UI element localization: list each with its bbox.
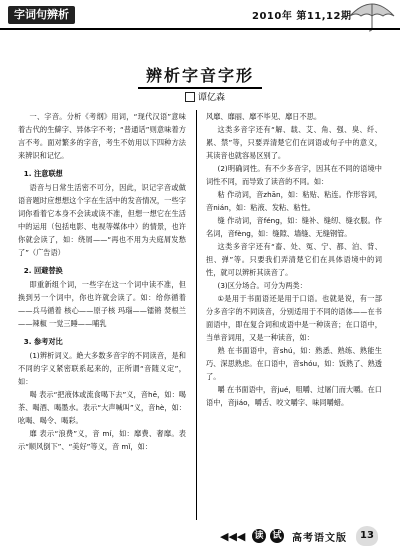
paragraph: 语音与日常生活密不可分，因此，识记字音或做语音题时应想想这个字在生活中的发音情况，一些字词你看着它本身不会读或读不准，但想一想它在生活中的运用（包括电影、电视等媒体中）的情景，也许你就会读了，如：绕屑——“再也不用为夫庭屑发愁了”（广告语） (18, 183, 186, 257)
paragraph: 这类多音字还有“畜、处、冤、宁、都、泊、背、担、弹”等。只要我们弄清楚它们在具体语境中的词性，就可以辨析其读音了。 (206, 242, 382, 277)
paragraph: 一、字音。分析《考纲》用词，“现代汉语”意味着古代的生僻字、异体字不考；“普通话”则意味着方言不考。面对繁多的字音，考生不妨用以下四种方法来辨识和记忆。 (18, 112, 186, 160)
column-divider (196, 110, 197, 520)
issue-label: 2010年 第11,12期 (252, 11, 352, 22)
article-title: 辨析字音字形 (138, 62, 262, 89)
paragraph: 靡 表示“浪费”义，音 mí，如：靡费、奢靡。表示“顺风倒下”、“美好”等义，音 mǐ，如： (18, 429, 186, 451)
author-box-icon (185, 92, 195, 102)
author-line (185, 90, 225, 103)
section-heading: 2. 回避替换 (23, 266, 63, 275)
paragraph: 喝 表示“把液体或流食喝下去”义，音hē，如：喝茶、喝酒、喝墨水。表示“大声喊叫”义，音hè，如：吆喝、喝令、喝彩。 (18, 390, 186, 425)
paragraph: (1)辨析词义。絶大多数多音字的不同读音，是和不同的字义紧密联系起来的，正所谓“音随义定”，如： (18, 351, 186, 386)
badge-test: 试 (270, 529, 284, 543)
page-footer (0, 523, 400, 550)
paragraph: ①是用于书面语还是用于口语。也就是说，有一部分多音字的不同读音，分别适用于不同的语体——在书面语中，即在复合词和成语中是一种读音；在口语中，当单音词用，又是一种读音，如： (206, 294, 382, 342)
paragraph: 嚼 在书面语中，音jué，咀嚼、过屠门而大嚼。在口语中，音jiáo，嚼舌、咬文嚼字、味同嚼蜡。 (206, 385, 382, 407)
badge-read: 读 (252, 529, 266, 543)
right-column (206, 110, 382, 409)
page-header (0, 0, 400, 28)
author-name: 谭亿森 (198, 93, 226, 103)
paragraph: (3)区分场合。可分为两类： (217, 281, 307, 290)
column-title: 字词句辨析 (8, 6, 75, 24)
paragraph: 粘 作动词，音zhān，如：粘贴、粘连。作形容词，音nián，如：粘液、发粘、粘性。 (206, 190, 382, 212)
paragraph: 缝 作动词，音féng，如：缝补、缝纫、缝衣服。作名词，音fèng，如：缝隙、墙缝、无缝钢管。 (206, 216, 382, 238)
left-column (18, 110, 186, 453)
page-number: 13 (356, 526, 378, 546)
paragraph: (2)明确词性。有不少多音字，因其在不同的语境中词性不同，而导致了读音的不同。如： (206, 164, 382, 186)
paragraph: 风靡、靡丽、靡不毕见、靡日不思。 (206, 112, 322, 121)
paragraph: 即重新组个词，一些字在这一个词中读不准，但换到另一个词中，你也许就会读了。如：给你循着——兵马循着 核心——原子核 玛瑙——镭锵 焚根兰——辣椒 一觉三睡——哺乳 (18, 280, 186, 328)
section-heading: 1. 注意联想 (23, 169, 63, 178)
paragraph: 熟 在书面语中，音shú，如：熟悉、熟练、熟能生巧、深思熟虑。在口语中，音shóu，如：饭熟了、熟透了。 (206, 346, 382, 381)
header-rule (0, 28, 400, 30)
magazine-name: 高考语文版 (292, 533, 347, 544)
section-heading: 3. 参考对比 (23, 337, 63, 346)
arrows-icon: ◀◀◀ (220, 530, 246, 543)
paragraph: 这类多音字还有“解、载、艾、角、强、臭、纤、累、禁”等，只要弄清楚它们在词语或句子中的意义，其读音也就容易区别了。 (206, 125, 382, 160)
